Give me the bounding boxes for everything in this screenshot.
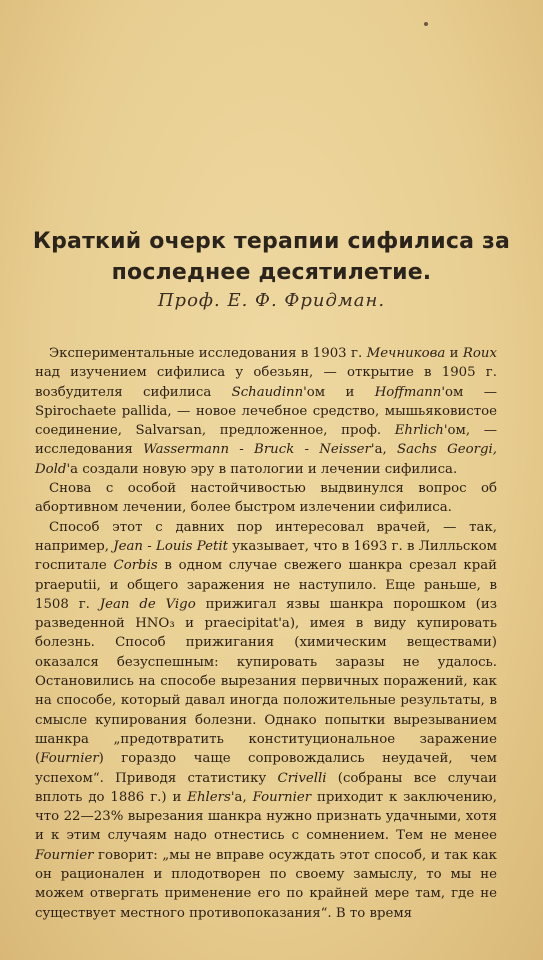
italic-run: Мечникова xyxy=(366,346,446,361)
text-run: 'а, xyxy=(370,442,397,458)
italic-run: Ehlers xyxy=(187,789,231,805)
text-run: над изучением сифилиса у обезьян, — открытие в 1905 г. возбудителя сифилиса xyxy=(35,365,497,400)
article-title: Краткий очерк терапии сифилиса за последнее десятилетие. xyxy=(32,229,511,285)
italic-run: Corbis xyxy=(113,558,158,574)
text-run: 'ом — Spirochaete pallida, — новое лечебное средство, мышьяковистое соединение, Salvarsan, предложенное, проф. xyxy=(35,384,498,439)
italic-run: Ehrlich xyxy=(394,423,444,439)
italic-run: Sachs Georgi, Dold xyxy=(35,442,497,477)
italic-run: Hoffmann xyxy=(374,384,442,400)
paragraph xyxy=(35,479,497,518)
italic-run: Fournier xyxy=(252,789,312,805)
text-run: 'ом и xyxy=(303,384,375,400)
text-run: Способ этот с давних пор интересовал врачей, — так, например, xyxy=(35,519,497,554)
text-run: 'а, xyxy=(230,789,253,805)
text-run: прижигал язвы шанкра порошком (из разведенной HNO₃ и praecipitat'a), имея в виду купировать болезнь. Способ прижигания (химическим веществами) оказался безуспешным: купировать заразы не удалось. Остановились на способе вырезания первичных поражений, как на способе, который давал иногда положительные результаты, в смысле купирования болезни. Однако попытки вырезыванием шанкра „предотвратить конституциональное заражение ( xyxy=(35,596,497,767)
italic-run: Jean de Vigo xyxy=(99,596,196,612)
paragraph xyxy=(35,518,497,923)
text-run: ) гораздо чаще сопровождались неудачей, чем успехом“. Приводя статистику xyxy=(35,751,497,786)
text-run: (собраны все случаи вплоть до 1886 г.) и xyxy=(35,770,497,805)
italic-run: Schaudinn xyxy=(231,384,304,400)
article-body xyxy=(35,344,497,923)
text-run: Экспериментальные исследования в 1903 г. xyxy=(49,346,367,361)
italic-run: Jean - Louis Petit xyxy=(113,538,228,554)
page-speck xyxy=(424,22,428,26)
italic-run: Wassermann - Bruck - Neisser xyxy=(143,442,371,458)
paragraph xyxy=(35,344,497,479)
text-run: и xyxy=(445,346,463,361)
text-run: Снова с особой настойчивостью выдвинулся вопрос об абортивном лечении, более быстром излечении сифилиса. xyxy=(35,481,497,516)
text-run: говорит: „мы не вправе осуждать этот способ, и так как он рационален и плодотворен по своему замыслу, то мы не можем отвергать применение его по крайней мере там, где не существует местного противопоказания“. В то время xyxy=(35,847,497,921)
italic-run: Fournier xyxy=(35,847,94,863)
text-run: в одном случае свежего шанкра срезал край praeputii, и общего заражения не наступило. Еще раньше, в 1508 г. xyxy=(35,558,497,612)
text-run: 'а создали новую эру в патологии и лечении сифилиса. xyxy=(66,461,458,477)
text-run: приходит к заключению, что 22—23% вырезания шанкра нужно признать удачными, хотя и к этим случаям надо отнестись с сомнением. Тем не менее xyxy=(35,789,497,844)
text-run: 'ом, — исследования xyxy=(35,423,497,458)
text-run: указывает, что в 1693 г. в Лилльском госпитале xyxy=(35,538,497,574)
italic-run: Roux xyxy=(462,346,497,361)
italic-run: Crivelli xyxy=(277,770,327,786)
article-author: Проф. Е. Ф. Фридман. xyxy=(157,290,386,311)
italic-run: Fournier xyxy=(40,751,99,767)
